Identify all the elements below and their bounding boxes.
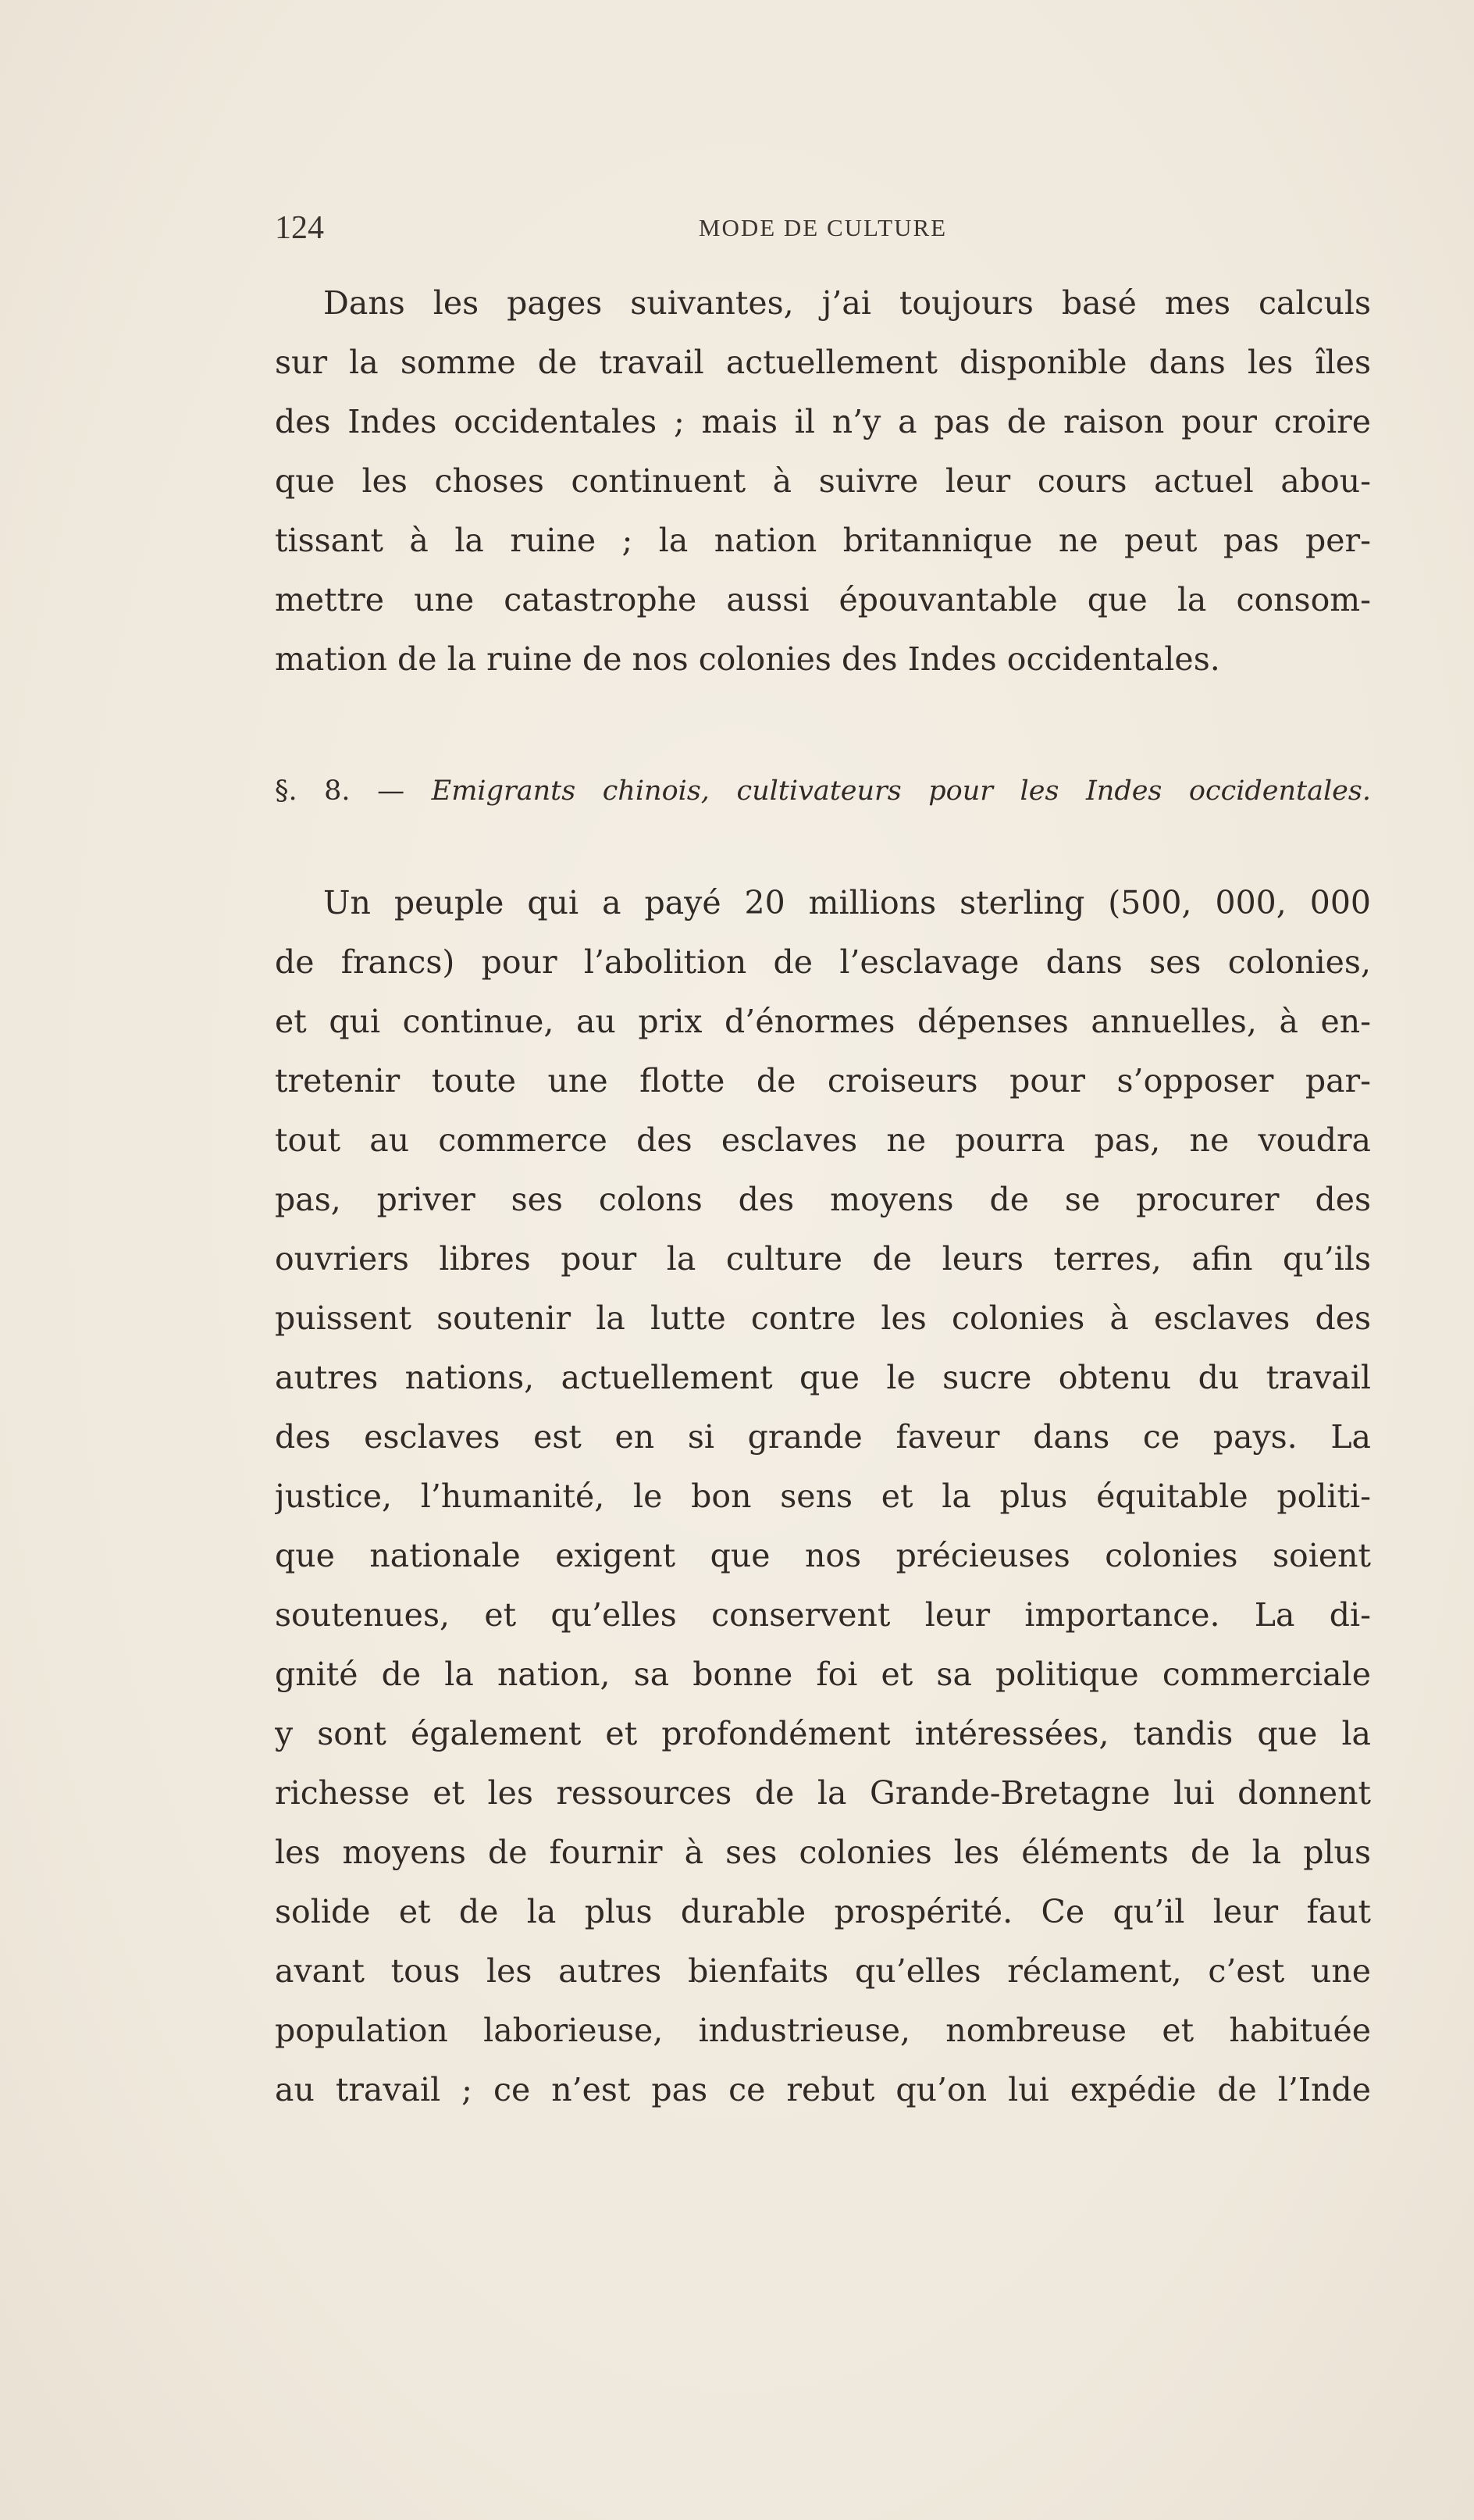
text-line: mation de la ruine de nos colonies des Indes occidentales. <box>275 640 1220 678</box>
text-line: pas, priver ses colons des moyens de se procurer des <box>275 1181 1371 1218</box>
text-line: solide et de la plus durable prospérité. Ce qu’il leur faut <box>275 1893 1371 1930</box>
text-line: tissant à la ruine ; la nation britannique ne peut pas per- <box>275 522 1371 559</box>
section-number: §. 8. — <box>275 775 405 807</box>
text-line: mettre une catastrophe aussi épouvantable que la consom- <box>275 581 1371 618</box>
text-line: richesse et les ressources de la Grande-Bretagne lui donnent <box>275 1774 1371 1812</box>
text-line: les moyens de fournir à ses colonies les éléments de la plus <box>275 1834 1371 1871</box>
paragraph-1 <box>275 273 1371 689</box>
text-line: Dans les pages suivantes, j’ai toujours basé mes calculs <box>323 284 1371 322</box>
text-line: population laborieuse, industrieuse, nombreuse et habituée <box>275 2012 1371 2049</box>
text-line: au travail ; ce n’est pas ce rebut qu’on lui expédie de l’Inde <box>275 2071 1371 2108</box>
text-line: gnité de la nation, sa bonne foi et sa politique commerciale <box>275 1656 1371 1693</box>
text-line: ouvriers libres pour la culture de leurs terres, afin qu’ils <box>275 1240 1371 1278</box>
text-line: justice, l’humanité, le bon sens et la plus équitable politi- <box>275 1477 1371 1515</box>
text-line: Un peuple qui a payé 20 millions sterling (500, 000, 000 <box>323 884 1371 921</box>
text-line: des Indes occidentales ; mais il n’y a pas de raison pour croire <box>275 403 1371 440</box>
paragraph-2 <box>275 873 1371 2119</box>
text-line: avant tous les autres bienfaits qu’elles réclament, c’est une <box>275 1952 1371 1990</box>
page-header <box>275 205 1371 251</box>
section-heading <box>275 764 1371 818</box>
text-line: puissent soutenir la lutte contre les colonies à esclaves des <box>275 1299 1371 1337</box>
text-line: que nationale exigent que nos précieuses colonies soient <box>275 1537 1371 1574</box>
text-line: et qui continue, au prix d’énormes dépenses annuelles, à en- <box>275 1003 1371 1040</box>
text-line: sur la somme de travail actuellement disponible dans les îles <box>275 344 1371 381</box>
page-number: 124 <box>275 210 324 246</box>
running-title: MODE DE CULTURE <box>698 214 948 241</box>
section-title: Emigrants chinois, cultivateurs pour les Indes occidentales. <box>431 775 1371 807</box>
text-line: soutenues, et qu’elles conservent leur importance. La di- <box>275 1596 1371 1634</box>
text-line: des esclaves est en si grande faveur dans ce pays. La <box>275 1418 1371 1456</box>
text-line: autres nations, actuellement que le sucre obtenu du travail <box>275 1359 1371 1396</box>
text-line: tretenir toute une flotte de croiseurs pour s’opposer par- <box>275 1062 1371 1100</box>
text-line: y sont également et profondément intéressées, tandis que la <box>275 1715 1371 1752</box>
text-line: de francs) pour l’abolition de l’esclavage dans ses colonies, <box>275 943 1371 981</box>
text-line: tout au commerce des esclaves ne pourra pas, ne voudra <box>275 1121 1371 1159</box>
text-line: que les choses continuent à suivre leur cours actuel abou- <box>275 462 1371 500</box>
